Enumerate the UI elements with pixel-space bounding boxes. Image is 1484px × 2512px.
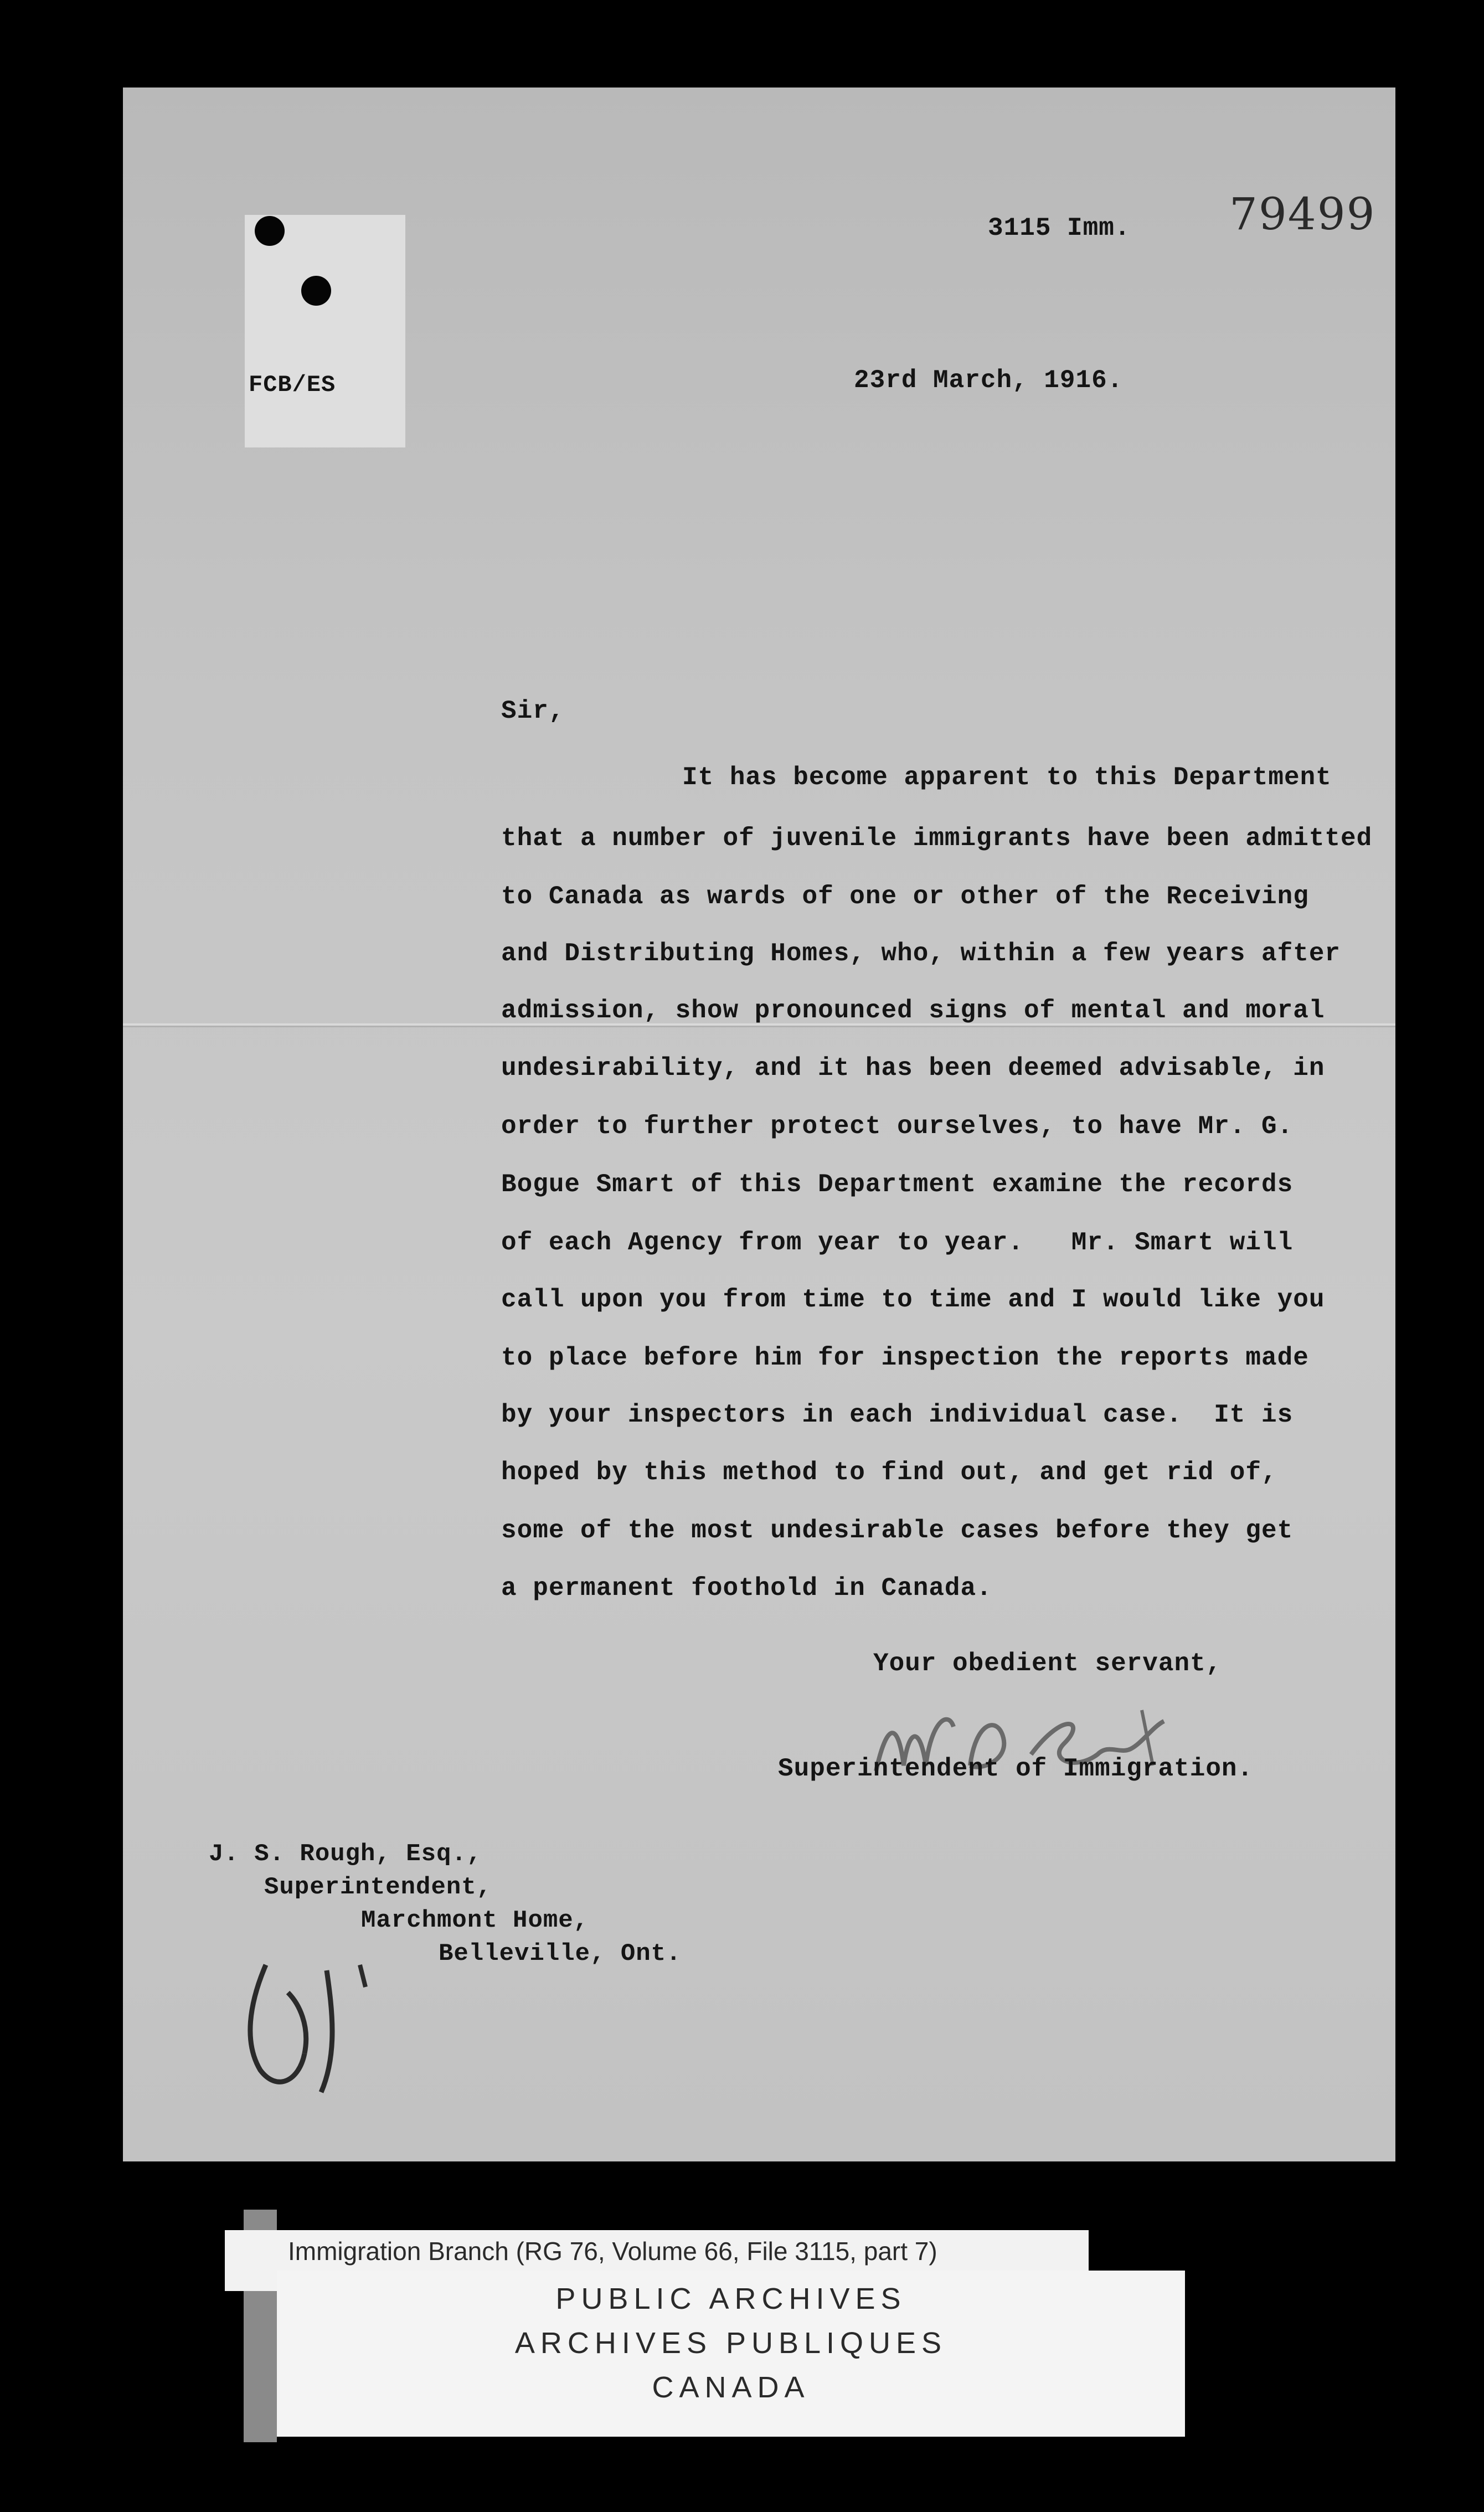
typist-initials: FCB/ES: [249, 372, 336, 398]
body-line: order to further protect ourselves, to have Mr. G.: [501, 1112, 1294, 1141]
body-line: and Distributing Homes, who, within a few years after: [501, 939, 1341, 968]
body-line: admission, show pronounced signs of mental and moral: [501, 996, 1325, 1025]
body-line: to place before him for inspection the reports made: [501, 1343, 1309, 1372]
body-line: to Canada as wards of one or other of the Receiving: [501, 882, 1309, 911]
file-number: 79499: [1229, 188, 1376, 240]
stamp-line-english: PUBLIC ARCHIVES: [555, 2282, 906, 2315]
body-line: It has become apparent to this Department: [682, 763, 1332, 792]
punch-hole: [301, 276, 331, 306]
body-line: a permanent foothold in Canada.: [501, 1574, 992, 1603]
stamp-line-french: ARCHIVES PUBLIQUES: [514, 2326, 947, 2360]
stamp-line-country: CANADA: [652, 2371, 810, 2404]
recipient-institution: Marchmont Home,: [361, 1907, 589, 1934]
recipient-title: Superintendent,: [264, 1873, 492, 1901]
body-line: that a number of juvenile immigrants have been admitted: [501, 824, 1373, 853]
punch-hole-area: [245, 215, 405, 447]
recipient-name: J. S. Rough, Esq.,: [209, 1840, 482, 1868]
fold-shadow: [123, 1026, 1395, 1027]
archive-reference: Immigration Branch (RG 76, Volume 66, File 3115, part 7): [288, 2237, 937, 2266]
file-reference: 3115 Imm.: [988, 214, 1131, 243]
letter-date: 23rd March, 1916.: [854, 366, 1124, 395]
body-line: of each Agency from year to year. Mr. Smart will: [501, 1228, 1294, 1257]
body-line: hoped by this method to find out, and get rid of,: [501, 1458, 1277, 1487]
body-line: some of the most undesirable cases before they get: [501, 1516, 1294, 1545]
body-line: undesirability, and it has been deemed advisable, in: [501, 1054, 1325, 1083]
salutation: Sir,: [501, 697, 565, 725]
body-line: Bogue Smart of this Department examine the records: [501, 1170, 1294, 1199]
body-line: call upon you from time to time and I would like you: [501, 1285, 1325, 1314]
signature-title: Superintendent of Immigration.: [778, 1754, 1254, 1783]
letter-sheet: [123, 87, 1395, 2161]
letter-closing: Your obedient servant,: [873, 1649, 1222, 1678]
body-line: by your inspectors in each individual case. It is: [501, 1401, 1294, 1429]
handwritten-mark: [227, 1948, 393, 2125]
recipient-location: Belleville, Ont.: [439, 1940, 682, 1968]
punch-hole: [255, 216, 285, 246]
